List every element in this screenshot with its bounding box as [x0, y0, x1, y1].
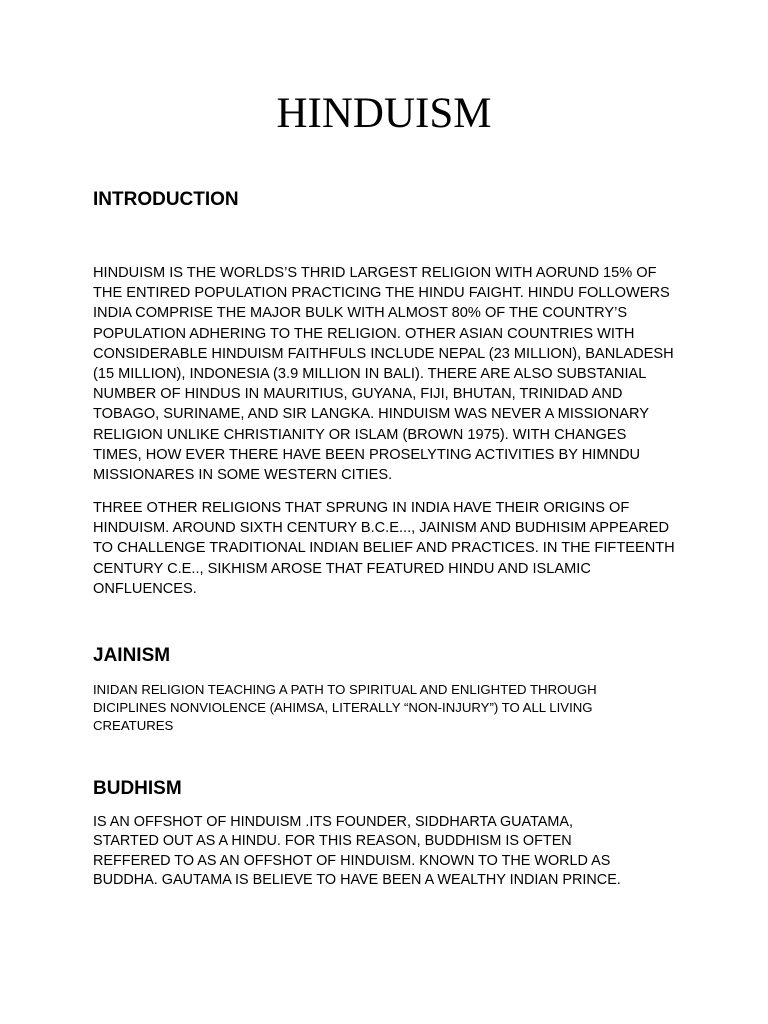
- text-line: BUDDHA. GAUTAMA IS BELIEVE TO HAVE BEEN A WEALTHY INDIAN PRINCE.: [93, 871, 621, 888]
- text-line: HINDUISM. AROUND SIXTH CENTURY B.C.E..., JAINISM AND BUDHISIM APPEARED: [93, 520, 670, 537]
- section-heading-jainism: JAINISM: [93, 645, 171, 666]
- text-line: INDIA COMPRISE THE MAJOR BULK WITH ALMOST 80% OF THE COUNTRY’S: [93, 305, 628, 322]
- text-line: INIDAN RELIGION TEACHING A PATH TO SPIRITUAL AND ENLIGHTED THROUGH: [93, 682, 597, 697]
- text-line: CREATURES: [93, 718, 174, 733]
- text-line: CONSIDERABLE HINDUISM FAITHFULS INCLUDE NEPAL (23 MILLION), BANLADESH: [93, 345, 674, 362]
- text-line: MISSIONARES IN SOME WESTERN CITIES.: [93, 467, 393, 484]
- section-heading-introduction: INTRODUCTION: [93, 189, 239, 210]
- text-line: DICIPLINES NONVIOLENCE (AHIMSA, LITERALLY “NON-INJURY”) TO ALL LIVING: [93, 700, 593, 715]
- document-title: HINDUISM: [276, 90, 492, 137]
- text-line: STARTED OUT AS A HINDU. FOR THIS REASON, BUDDHISM IS OFTEN: [93, 833, 572, 850]
- introduction-paragraph-1: [93, 263, 683, 485]
- text-line: (15 MILLION), INDONESIA (3.9 MILLION IN BALI). THERE ARE ALSO SUBSTANIAL: [93, 366, 647, 383]
- text-line: TO CHALLENGE TRADITIONAL INDIAN BELIEF AND PRACTICES. IN THE FIFTEENTH: [93, 540, 675, 557]
- budhism-paragraph: [93, 813, 683, 890]
- text-line: TOBAGO, SURINAME, AND SIR LANGKA. HINDUISM WAS NEVER A MISSIONARY: [93, 406, 650, 423]
- text-line: CENTURY C.E.., SIKHISM AROSE THAT FEATURED HINDU AND ISLAMIC: [93, 560, 591, 577]
- text-line: REFFERED TO AS AN OFFSHOT OF HINDUISM. KNOWN TO THE WORLD AS: [93, 852, 611, 869]
- text-line: NUMBER OF HINDUS IN MAURITIUS, GUYANA, FIJI, BHUTAN, TRINIDAD AND: [93, 386, 623, 403]
- text-line: HINDUISM IS THE WORLDS’S THRID LARGEST RELIGION WITH AORUND 15% OF: [93, 265, 657, 281]
- text-line: IS AN OFFSHOT OF HINDUISM .ITS FOUNDER, SIDDHARTA GUATAMA,: [93, 814, 573, 830]
- jainism-paragraph: [93, 681, 683, 735]
- text-line: TIMES, HOW EVER THERE HAVE BEEN PROSELYTING ACTIVITIES BY HIMNDU: [93, 446, 641, 463]
- text-line: RELIGION UNLIKE CHRISTIANITY OR ISLAM (BROWN 1975). WITH CHANGES: [93, 426, 627, 443]
- section-heading-budhism: BUDHISM: [93, 778, 182, 799]
- text-line: ONFLUENCES.: [93, 580, 197, 597]
- text-line: THE ENTIRED POPULATION PRACTICING THE HINDU FAIGHT. HINDU FOLLOWERS: [93, 285, 670, 302]
- introduction-paragraph-2: [93, 498, 683, 599]
- text-line: POPULATION ADHERING TO THE RELIGION. OTHER ASIAN COUNTRIES WITH: [93, 325, 635, 342]
- text-line: THREE OTHER RELIGIONS THAT SPRUNG IN INDIA HAVE THEIR ORIGINS OF: [93, 500, 630, 516]
